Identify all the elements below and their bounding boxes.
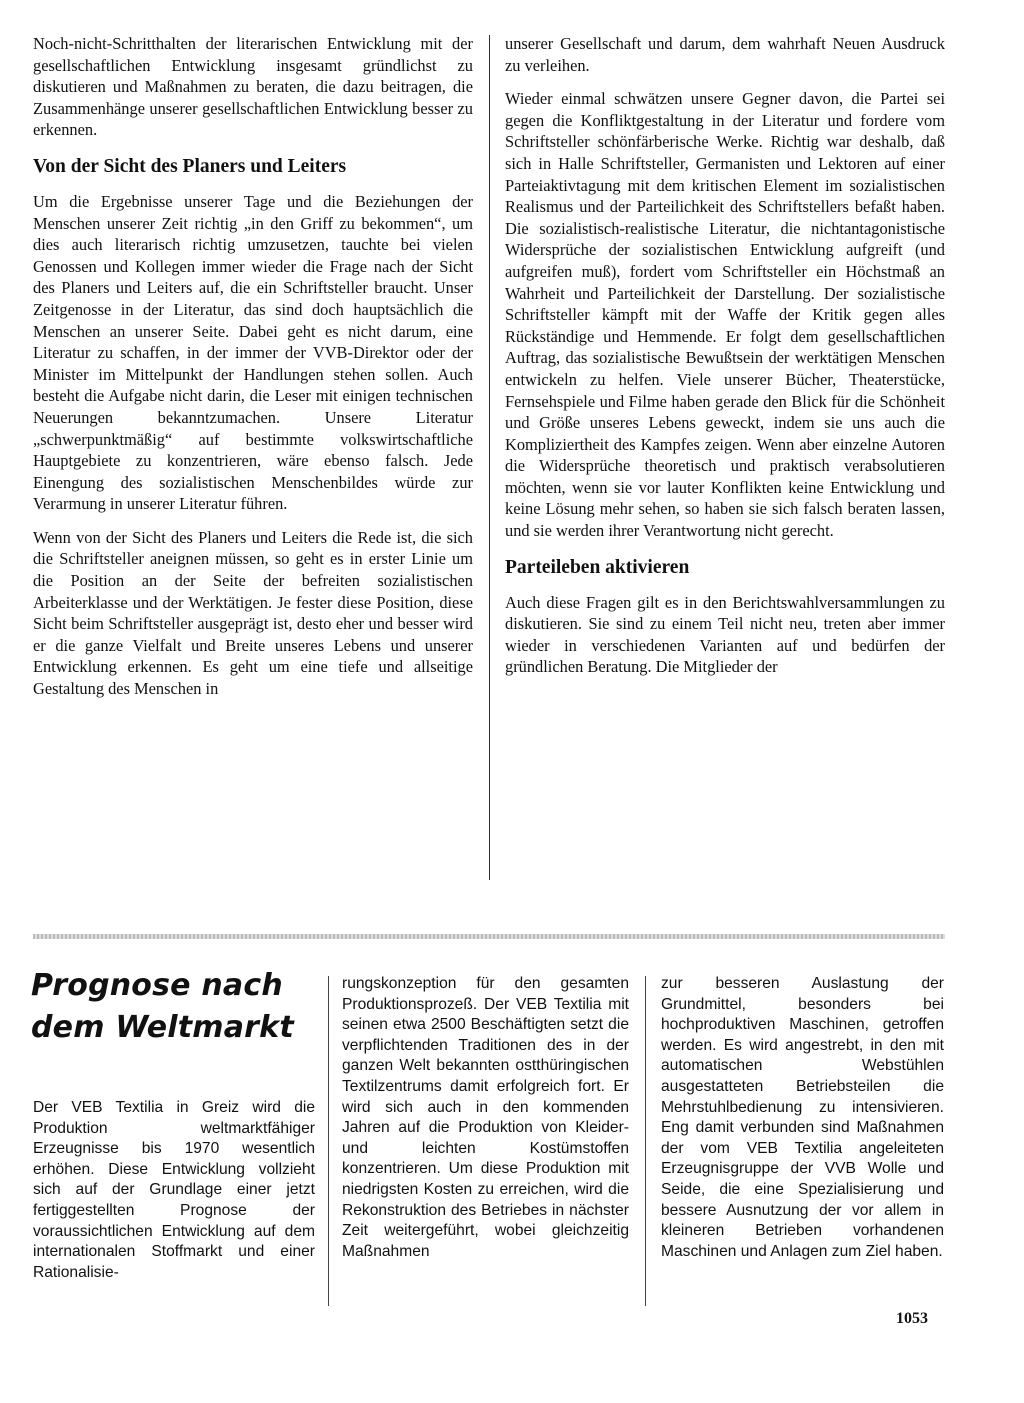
article-divider-2 <box>645 976 646 1306</box>
right-paragraph-1: unserer Gesellschaft und darum, dem wahrhaft Neuen Ausdruck zu verleihen. <box>505 34 945 75</box>
article-column-1: Der VEB Textilia in Greiz wird die Produktion weltmarktfähiger Erzeugnisse bis 1970 wesentlich erhöhen. Diese Entwicklung vollzieht sich auf der Grundlage einer jetzt fertiggestellten Prognose der voraussichtlichen Entwicklung auf dem internationalen Stoffmarkt und einer Rationalisie- <box>33 1099 315 1281</box>
upper-right-column <box>505 33 945 690</box>
column-divider <box>489 35 490 880</box>
left-paragraph-1: Noch-nicht-Schritthalten der literarischen Entwicklung mit der gesellschaftlichen Entwicklung insgesamt gründlichst zu diskutieren und Maßnahmen zu beraten, die dazu beitragen, die Zusammenhänge unserer gesellschaftlichen Entwicklung besser zu erkennen. <box>33 34 473 140</box>
page-number: 1053 <box>896 1310 928 1327</box>
right-paragraph-3: Auch diese Fragen gilt es in den Berichtswahlversammlungen zu diskutieren. Sie sind zu einem Teil nicht neu, treten aber immer wieder in verschiedenen Varianten auf und bedürfen der gründlichen Beratung. Die Mitglieder der <box>505 592 945 677</box>
article-column-2: rungskonzeption für den gesamten Produktionsprozeß. Der VEB Textilia mit seinen etwa 2500 Beschäftigten setzt die verpflichtenden Traditionen des in der ganzen Welt bekannten ostthüringischen Textilzentrums damit erfolgreich fort. Er wird sich auch in den kommenden Jahren auf die Produktion von Kleider- und leichten Kostümstoffen konzentrieren. Um diese Produktion mit niedrigsten Kosten zu erreichen, wird die Rekonstruktion des Betriebes in nächster Zeit weitergeführt, wobei gleichzeitig Maßnahmen <box>342 975 629 1260</box>
left-paragraph-2: Um die Ergebnisse unserer Tage und die Beziehungen der Menschen unserer Zeit richtig „in den Griff zu bekommen“, um dies auch literarisch richtig umzusetzen, tauchte bei vielen Genossen und Kollegen immer wieder die Frage nach der Sicht des Planers und Leiters auf, die ein Schriftsteller braucht. Unser Zeitgenosse in der Literatur, das sind doch hauptsächlich die Menschen an unserer Seite. Dabei geht es nicht darum, eine Literatur zu schaffen, in der immer der VVB-Direktor oder der Minister im Mittelpunkt der Handlungen stehen sollen. Auch besteht die Aufgabe nicht darin, die Leser mit einigen technischen Neuerungen bekanntzumachen. Unsere Literatur „schwerpunktmäßig“ auf bestimmte volkswirtschaftliche Hauptgebiete zu konzentrieren, wäre ebenso falsch. Jede Einengung des sozialistischen Menschenbildes würde zur Verarmung in unserer Literatur führen. <box>33 191 473 514</box>
article-title: Prognose nach dem Weltmarkt <box>31 968 294 1045</box>
article-divider-1 <box>328 976 329 1306</box>
right-paragraph-2: Wieder einmal schwätzen unsere Gegner davon, die Partei sei gegen die Konfliktgestaltung in der Literatur und fordere vom Schriftsteller schönfärberische Werke. Richtig war deshalb, daß sich in Halle Schriftsteller, Germanisten und Lektoren auf einer Parteiaktivtagung mit dem kritischen Element im sozialistischen Realismus und der Parteilichkeit des Schriftstellers befaßt haben. Die sozialistisch-realistische Literatur, die nichtantagonistische Widersprüche der sozialistischen Entwicklung aufgreift (und aufgreifen muß), fordert vom Schriftsteller ein Höchstmaß an Wahrheit und Parteilichkeit der Darstellung. Der sozialistische Schriftsteller kämpft mit der Waffe der Kritik gegen alles Rückständige und Hemmende. Er folgt dem gesellschaftlichen Auftrag, das sozialistische Bewußtsein der werktätigen Menschen entwickeln zu helfen. Viele unserer Bücher, Theaterstücke, Fernsehspiele und Filme haben gerade den Blick für die Schönheit und Größe unseres Lebens geweckt, indem sie uns auch die Kompliziertheit des Kampfes zeigen. Wenn aber einzelne Autoren die Widersprüche theoretisch und praktisch verabsolutieren möchten, wenn sie vor lauter Konflikten keine Entwicklung und keine Lösung mehr sehen, so haben sie sich falsch beraten lassen, und sie werden ihrer Verantwortung nicht gerecht. <box>505 89 945 541</box>
article-column-3: zur besseren Auslastung der Grundmittel, besonders bei hochproduktiven Maschinen, getroffen werden. Es wird angestrebt, in den mit automatischen Webstühlen ausgestatteten Betriebsteilen die Mehrstuhlbedienung zu intensivieren. Eng damit verbunden sind Maßnahmen der vom VEB Textilia angeleiteten Erzeugnisgruppe der VVB Wolle und Seide, die eine Spezialisierung und bessere Ausnutzung der vor allem in kleineren Betrieben vorhandenen Maschinen und Anlagen zum Ziel haben. <box>661 975 944 1260</box>
left-paragraph-3: Wenn von der Sicht des Planers und Leiters die Rede ist, die sich die Schriftsteller aneignen müssen, so geht es in erster Linie um die Position an der Seite der befreiten sozialistischen Arbeiterklasse und der Werktätigen. Je fester diese Position, diese Sicht beim Schriftsteller ausgeprägt ist, desto eher und besser wird er die ganze Vielfalt und Breite unseres Lebens und unserer Entwicklung erkennen. Es geht um eine tiefe und allseitige Gestaltung des Menschen in <box>33 527 473 699</box>
section-heading-planer: Von der Sicht des Planers und Leiters <box>33 155 347 177</box>
section-separator <box>33 934 945 939</box>
upper-left-column <box>33 33 473 712</box>
section-heading-parteileben: Parteileben aktivieren <box>505 556 690 578</box>
